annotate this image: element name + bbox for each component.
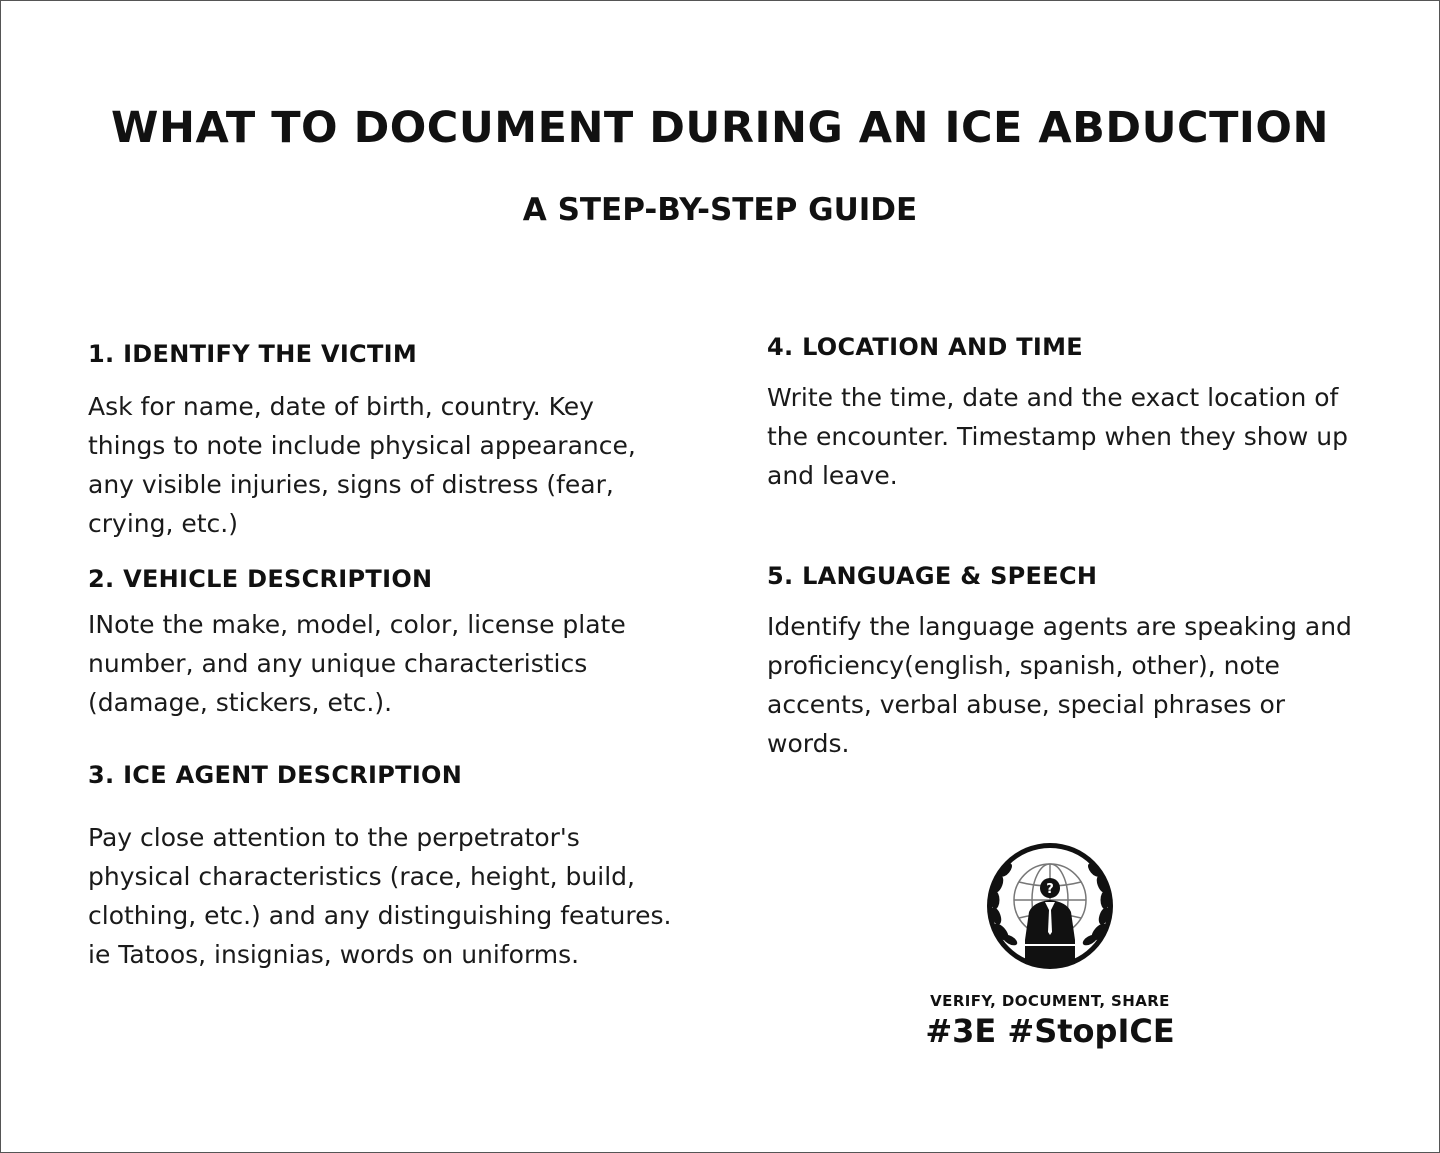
section-body: Write the time, date and the exact location of the encounter. Timestamp when they show up and leave. [767, 383, 1348, 490]
section-body: INote the make, model, color, license plate number, and any unique characteristics (damage, stickers, etc.). [88, 610, 626, 717]
section-heading: 5. LANGUAGE & SPEECH [767, 562, 1098, 590]
svg-text:?: ? [1046, 882, 1054, 897]
footer-tagline: VERIFY, DOCUMENT, SHARE [930, 992, 1170, 1010]
section-agent-description [88, 761, 688, 974]
anonymous-emblem-icon [985, 840, 1115, 973]
section-heading: 4. LOCATION AND TIME [767, 333, 1083, 361]
section-vehicle-description [88, 565, 688, 722]
section-heading: 3. ICE AGENT DESCRIPTION [88, 761, 463, 789]
section-body: Pay close attention to the perpetrator's physical characteristics (race, height, build, clothing, etc.) and any distinguishing features. ie Tatoos, insignias, words on uniforms. [88, 823, 672, 969]
footer-hashtags: #3E #StopICE [925, 1012, 1175, 1050]
section-identify-victim [88, 340, 688, 543]
section-body: Identify the language agents are speaking and proficiency(english, spanish, other), note accents, verbal abuse, special phrases or words. [767, 612, 1352, 758]
page-title: WHAT TO DOCUMENT DURING AN ICE ABDUCTION [111, 103, 1329, 153]
page-subtitle: A STEP-BY-STEP GUIDE [522, 192, 918, 228]
section-heading: 1. IDENTIFY THE VICTIM [88, 340, 418, 368]
section-body: Ask for name, date of birth, country. Key things to note include physical appearance, any visible injuries, signs of distress (fear, crying, etc.) [88, 392, 636, 538]
section-language-speech [767, 562, 1367, 763]
section-heading: 2. VEHICLE DESCRIPTION [88, 565, 433, 593]
section-location-time [767, 333, 1367, 495]
